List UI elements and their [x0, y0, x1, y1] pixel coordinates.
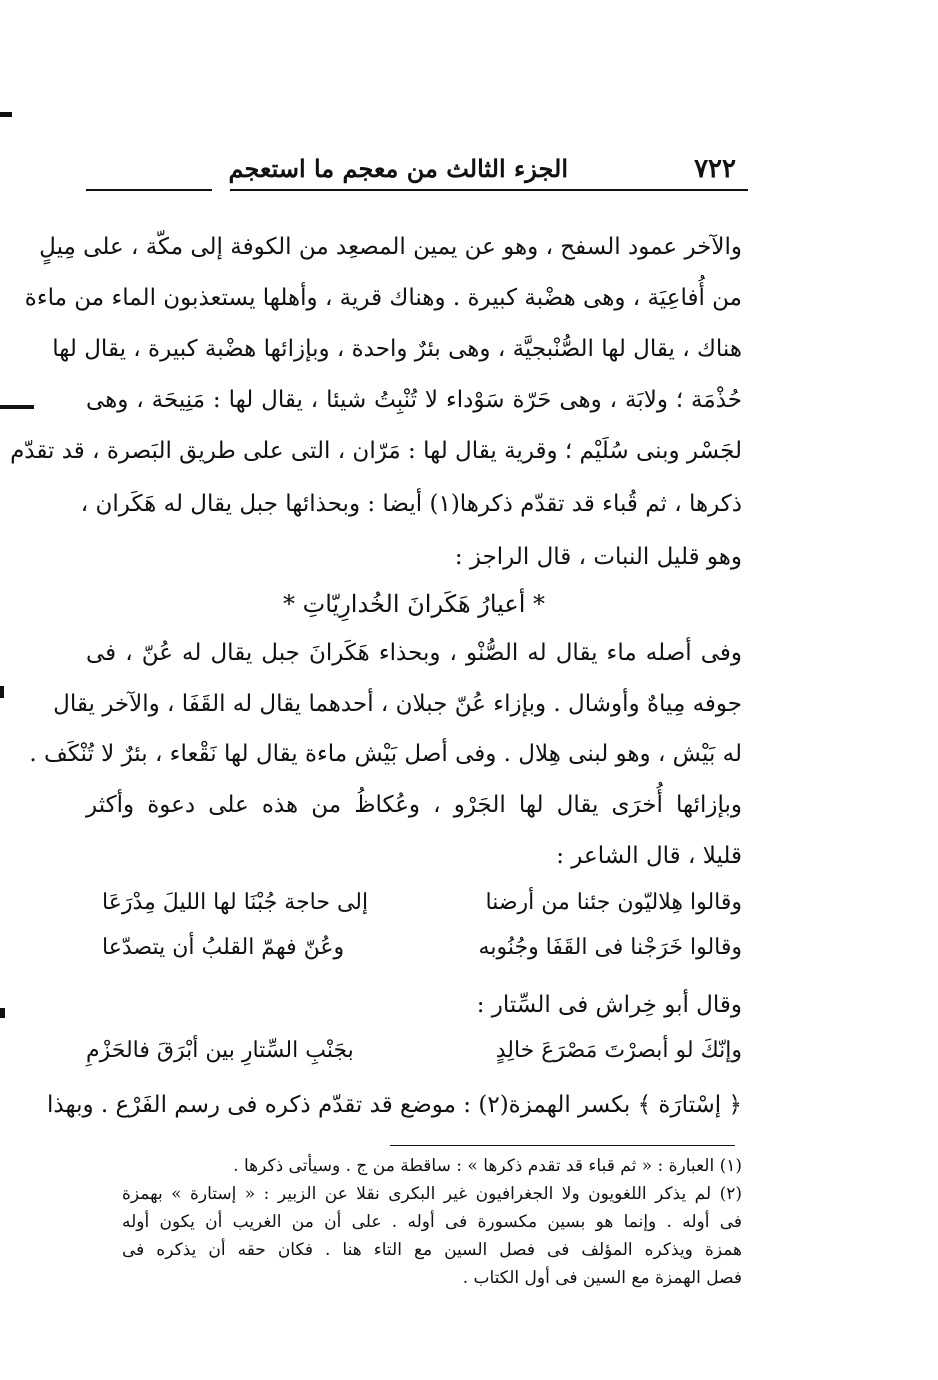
page-header: [70, 148, 750, 186]
header-rule-short: [86, 189, 212, 191]
body-line-11: وبإزائها أُخرَى يقال لها الجَرْو ، وعُكاظُ من هذه على دعوة وأكثر: [86, 792, 742, 818]
verse-hemistich-left: وعُنّ فهمّ القلبُ أن يتصدّعا: [102, 935, 345, 960]
body-line-12: قليلا ، قال الشاعر :: [556, 843, 742, 869]
body-line-7: وهو قليل النبات ، قال الراجز :: [454, 544, 742, 570]
footnote-rule: [390, 1145, 735, 1146]
poem-intro: وقال أبو خِراش فى السِّتار :: [476, 992, 742, 1018]
body-line-8: وفى أصله ماء يقال له الصُّنْو ، وبحذاء هَكَرانَ جبل يقال له عُنّ ، فى: [86, 640, 742, 666]
body-line-5: لجَسْر وبنى سُلَيْم ؛ وقرية يقال لها : مَرّان ، التى على طريق البَصرة ، قد تقدّم: [10, 438, 742, 464]
body-line-6: ذكرها ، ثم قُباء قد تقدّم ذكرها(١) أيضا : وبحذائها جبل يقال له هَكَران ،: [80, 491, 742, 517]
margin-mark-top: [0, 112, 12, 117]
body-line-2: من أُفاعِيَة ، وهى هضْبة كبيرة . وهناك قرية ، وأهلها يستعذبون الماء من ماءة: [24, 285, 742, 311]
body-line-4: حُذْمَة ؛ ولابَة ، وهى حَرّة سَوْداء لا تُنْبِتُ شيئا ، يقال لها : مَنِيحَة ، وهى: [86, 387, 742, 413]
margin-mark-middle: [0, 405, 34, 409]
margin-mark-small: [0, 686, 4, 698]
margin-mark-lower: [0, 1008, 5, 1018]
footnote-2-line-4: فصل الهمزة مع السين فى أول الكتاب .: [462, 1268, 742, 1288]
poem-verse-1: [102, 890, 742, 922]
running-title: الجزء الثالث من معجم ما استعجم: [228, 154, 568, 183]
header-rule: [230, 189, 748, 191]
footnote-2-line-2: فى أوله . وإنما هو بسين مكسورة فى أوله . على أن من الغريب أن يكون أوله: [122, 1212, 742, 1232]
body-line-3: هناك ، يقال لها الصُّنْبجيَّة ، وهى بئرٌ واحدة ، وبإزائها هضْبة كبيرة ، يقال لها: [52, 336, 742, 362]
footnote-2-line-3: همزة ويذكره المؤلف فى فصل السين مع التاء هنا . فكان حقه أن يذكره فى: [122, 1240, 742, 1260]
page-number: ٧٢٢: [694, 154, 736, 184]
body-line-1: والآخر عمود السفح ، وهو عن يمين المصعِد من الكوفة إلى مكّة ، على مِيلٍ: [39, 234, 742, 260]
body-line-10: له بَيْش ، وهو لبنى هِلال . وفى أصل بَيْش ماءة يقال لها نَقْعاء ، بئرٌ لا تُنْكَف .: [29, 741, 742, 767]
verse-hemistich-right: وقالوا هِلاليّون جئنا من أرضنا: [485, 890, 742, 915]
poem-verse-2: [102, 935, 742, 967]
verse-hemistich-right: وإنّكَ لو أبصرْتَ مَصْرَعَ خالِدٍ: [495, 1038, 742, 1063]
verse-hemistich-left: بجَنْبِ السِّتارِ بين أبْرَقَ فالحَزْمِ: [86, 1038, 354, 1063]
rajaz-verse: * أعيارُ هَكَرانَ الخُدارِيّاتِ *: [282, 590, 545, 618]
verse-hemistich-right: وقالوا خَرَجْنا فى القَفَا وجُنُوبه: [478, 935, 742, 960]
verse-hemistich-left: إلى حاجة جُبْنَا لها الليلَ مِدْرَعَا: [102, 890, 369, 915]
footnote-2-line-1: (٢) لم يذكر اللغويون ولا الجغرافيون غير البكرى نقلا عن الزبير : « إستارة » بهمزة: [122, 1184, 742, 1204]
poem-verse-3: [86, 1038, 742, 1070]
entry-istara-line: ﴿ إسْتارَة ﴾ بكسر الهمزة(٢) : موضع قد تقدّم ذكره فى رسم الفَرْع . وبهذا: [47, 1092, 742, 1118]
body-line-9: جوفه مِياهٌ وأوشال . وبإزاء عُنّ جبلان ، أحدهما يقال له القَفَا ، والآخر يقال: [53, 691, 742, 717]
footnote-1: (١) العبارة : « ثم قباء قد تقدم ذكرها » : ساقطة من ج . وسيأتى ذكرها .: [233, 1156, 742, 1176]
